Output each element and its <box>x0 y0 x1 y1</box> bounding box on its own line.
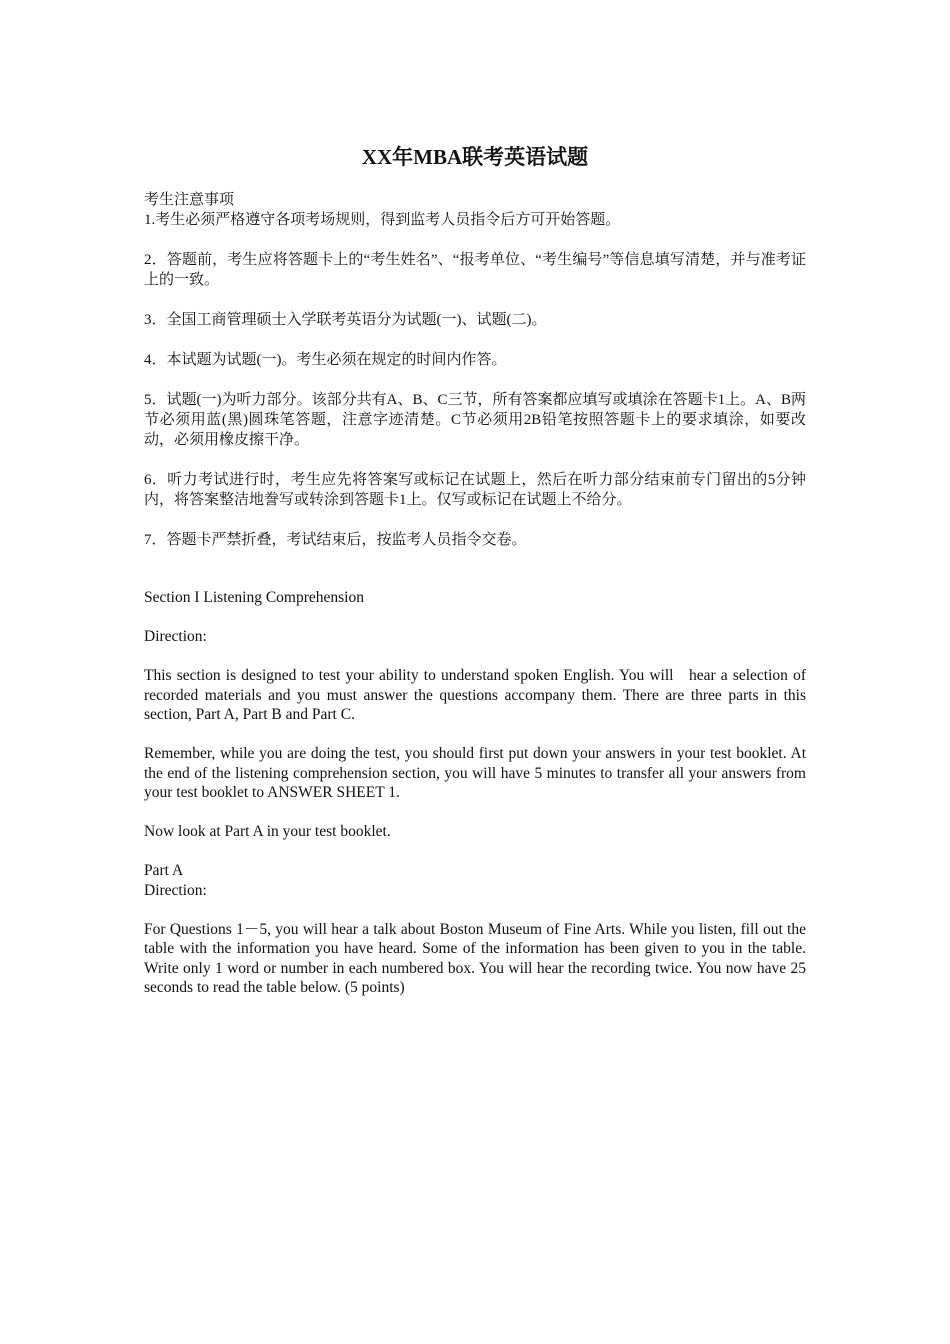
document-title: XX年MBA联考英语试题 <box>361 145 589 169</box>
section-heading: Section I Listening Comprehension <box>144 589 364 606</box>
part-a-label: Part A <box>144 862 184 879</box>
direction-paragraph: Now look at Part A in your test booklet. <box>144 823 391 840</box>
exam-instructions <box>144 190 806 550</box>
direction-label: Direction: <box>144 628 207 645</box>
direction-paragraph: This section is designed to test your ability to understand spoken English. You will hear a selection of recorded materials and you must answer the questions accompany them. There are three parts in this section, Part A, Part B and Part C. <box>144 667 810 723</box>
part-a-direction-paragraph: For Questions 1－5, you will hear a talk about Boston Museum of Fine Arts. While you listen, fill out the table with the information you have heard. Some of the information has been given to you in the table. Write only 1 word or number in each numbered box. You will hear the recording twice. You now have 25 seconds to read the table below. (5 points) <box>144 920 806 996</box>
instructions-heading: 考生注意事项 <box>144 192 235 208</box>
part-a-direction-label: Direction: <box>144 881 207 899</box>
instruction-item: 4．本试题为试题(一)。考生必须在规定的时间内作答。 <box>144 352 507 368</box>
instruction-item: 7．答题卡严禁折叠，考试结束后，按监考人员指令交卷。 <box>144 532 527 548</box>
instruction-item: 2．答题前，考生应将答题卡上的“考生姓名”、“报考单位、“考生编号”等信息填写清楚，并与准考证上的一致。 <box>144 252 806 288</box>
instruction-item: 1.考生必须严格遵守各项考场规则，得到监考人员指令后方可开始答题。 <box>144 212 621 228</box>
instruction-item: 3．全国工商管理硕士入学联考英语分为试题(一)、试题(二)。 <box>144 312 547 328</box>
instruction-item: 6．听力考试进行时，考生应先将答案写或标记在试题上，然后在听力部分结束前专门留出的5分钟内，将答案整洁地誊写或转涂到答题卡1上。仅写或标记在试题上不给分。 <box>144 472 806 508</box>
direction-paragraph: Remember, while you are doing the test, you should first put down your answers in your test booklet. At the end of the listening comprehension section, you will have 5 minutes to transfer all your answers from your test booklet to ANSWER SHEET 1. <box>144 745 806 801</box>
listening-section <box>144 588 810 998</box>
instruction-item: 5．试题(一)为听力部分。该部分共有A、B、C三节，所有答案都应填写或填涂在答题卡1上。A、B两节必须用蓝(黑)圆珠笔答题，注意字迹清楚。C节必须用2B铅笔按照答题卡上的要求填涂，如要改动，必须用橡皮擦干净。 <box>144 392 806 448</box>
